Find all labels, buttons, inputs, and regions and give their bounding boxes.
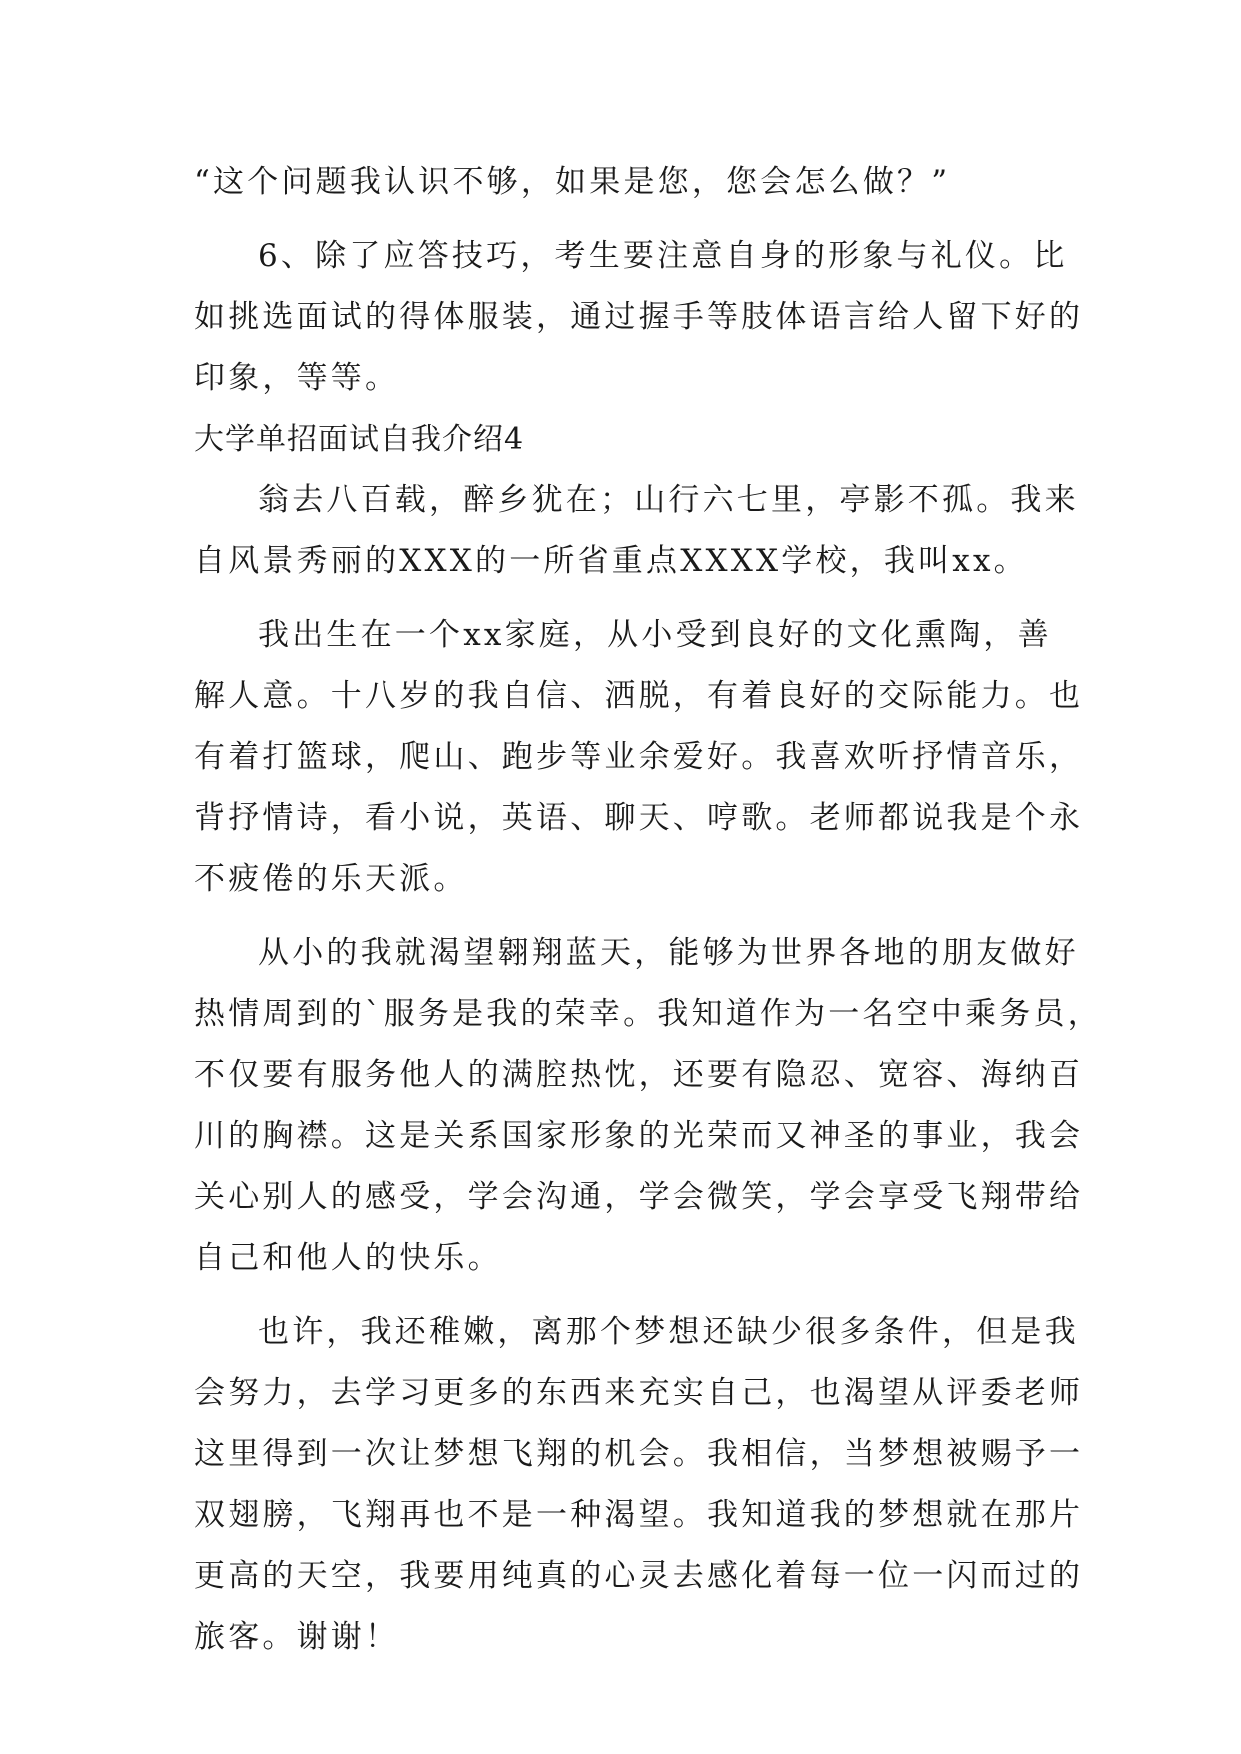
- text-line: 6、除了应答技巧，考生要注意自身的形象与礼仪。比: [258, 238, 1068, 274]
- text-line: 不疲倦的乐天派。: [194, 861, 468, 897]
- text-line: 旅客。谢谢！: [194, 1619, 400, 1655]
- paragraph-intro: [194, 470, 1079, 592]
- text-line: 我出生在一个xx家庭，从小受到良好的文化熏陶，善: [258, 617, 1052, 653]
- text-line: 有着打篮球，爬山、跑步等业余爱好。我喜欢听抒情音乐，: [194, 739, 1084, 775]
- paragraph-tip-6: [194, 226, 1084, 409]
- text-line: 双翅膀，飞翔再也不是一种渴望。我知道我的梦想就在那片: [194, 1497, 1084, 1533]
- text-line: 关心别人的感受，学会沟通，学会微笑，学会享受飞翔带给: [194, 1179, 1084, 1215]
- text-line: 不仅要有服务他人的满腔热忱，还要有隐忍、宽容、海纳百: [194, 1057, 1084, 1093]
- text-line: 自风景秀丽的XXX的一所省重点XXXX学校，我叫xx。: [194, 543, 1028, 579]
- text-line: 川的胸襟。这是关系国家形象的光荣而又神圣的事业，我会: [194, 1118, 1084, 1154]
- text-line: 从小的我就渴望翱翔蓝天，能够为世界各地的朋友做好: [258, 935, 1079, 971]
- text-line: 自己和他人的快乐。: [194, 1240, 502, 1276]
- paragraph-background: [194, 605, 1084, 910]
- text-line: 背抒情诗，看小说，英语、聊天、哼歌。老师都说我是个永: [194, 800, 1084, 836]
- paragraph-aspiration: [194, 923, 1102, 1289]
- text-line: 这里得到一次让梦想飞翔的机会。我相信，当梦想被赐予一: [194, 1436, 1084, 1472]
- text-line: 印象，等等。: [194, 360, 400, 396]
- text-line: “这个问题我认识不够，如果是您，您会怎么做？”: [194, 164, 951, 200]
- heading-text: 大学单招面试自我介绍4: [194, 422, 525, 457]
- text-line: 会努力，去学习更多的东西来充实自己，也渴望从评委老师: [194, 1375, 1084, 1411]
- text-line: 翁去八百载，醉乡犹在；山行六七里，亭影不孤。我来: [258, 482, 1079, 518]
- paragraph-closing: [194, 1302, 1084, 1668]
- text-line: 解人意。十八岁的我自信、洒脱，有着良好的交际能力。也: [194, 678, 1084, 714]
- text-line: 如挑选面试的得体服装，通过握手等肢体语言给人留下好的: [194, 299, 1084, 335]
- paragraph-continued: [194, 152, 1056, 213]
- document-body: [194, 152, 1102, 1668]
- section-heading: [194, 409, 1056, 470]
- text-line: 也许，我还稚嫩，离那个梦想还缺少很多条件，但是我: [258, 1314, 1079, 1350]
- text-line: 更高的天空，我要用纯真的心灵去感化着每一位一闪而过的: [194, 1558, 1084, 1594]
- text-line: 热情周到的`服务是我的荣幸。我知道作为一名空中乘务员，: [194, 996, 1102, 1032]
